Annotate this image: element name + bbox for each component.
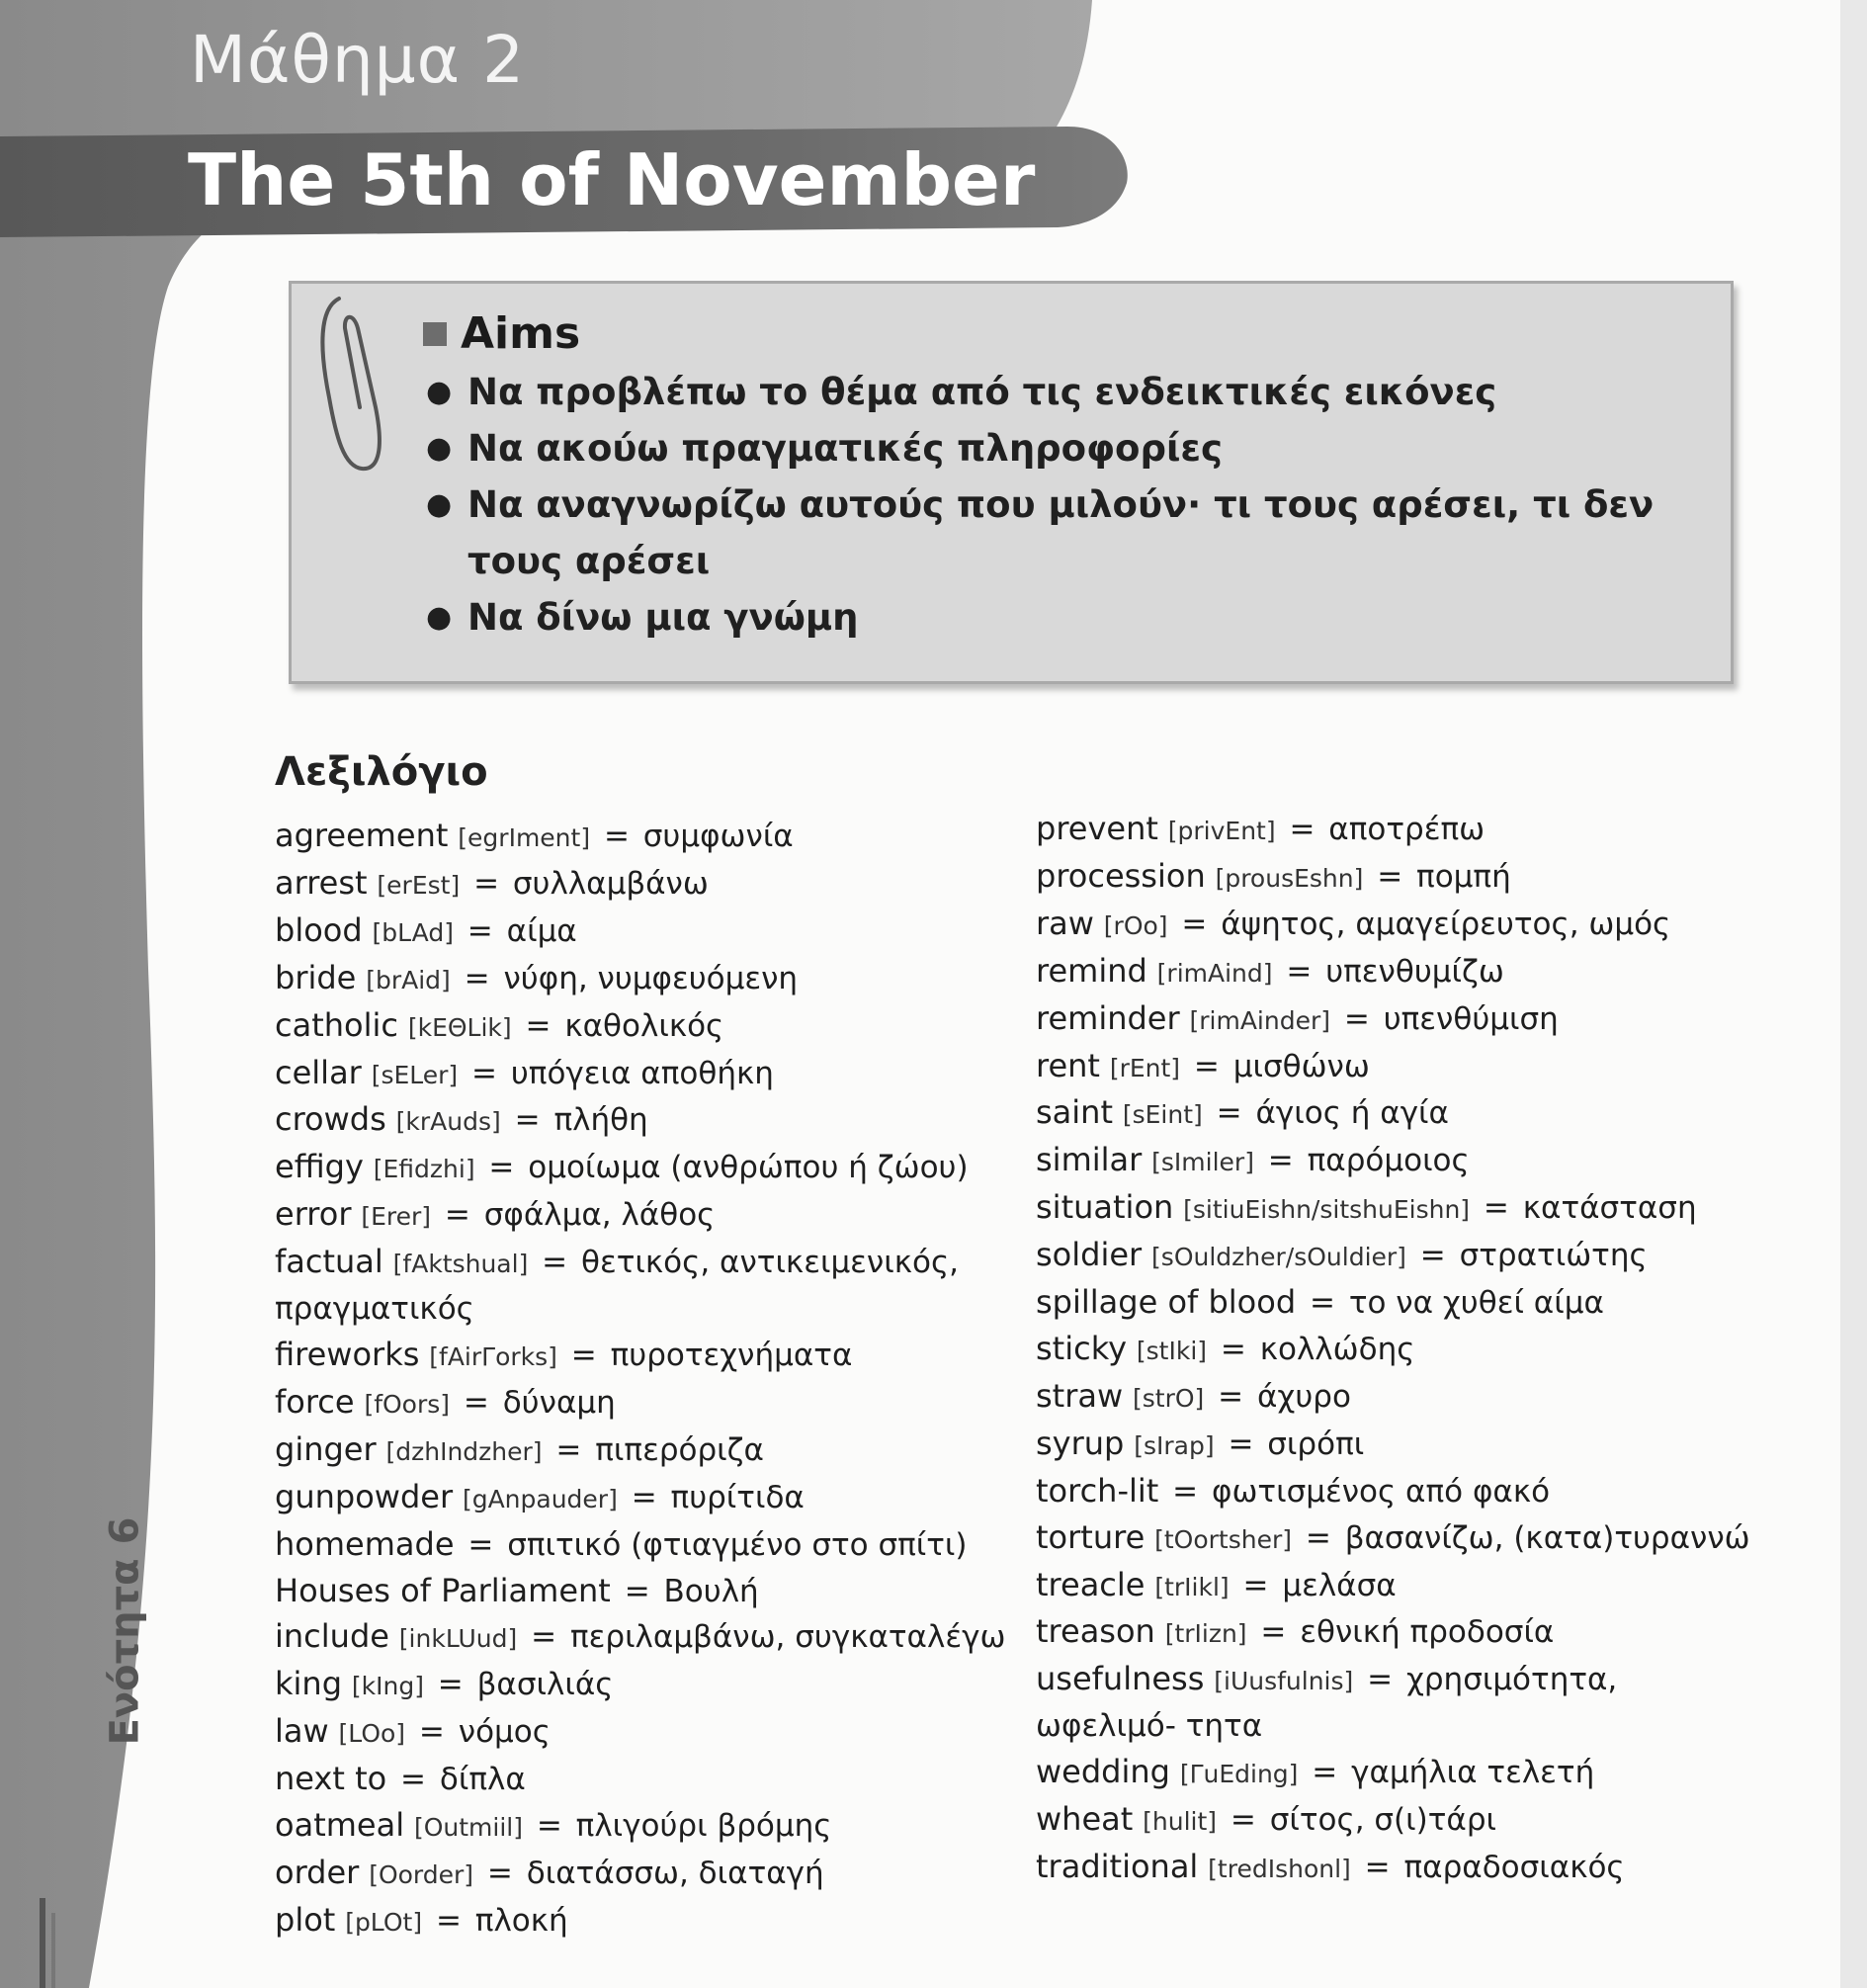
vocab-meaning: σίτος, σ(ι)τάρι [1269,1802,1496,1839]
vocab-word: straw [1036,1376,1124,1415]
vocab-meaning: πλήθη [553,1102,648,1139]
aim-text: Να δίνω μια γνώμη [467,596,859,639]
vocab-meaning: πιπερόριζα [595,1431,764,1468]
vocabulary-entry [1036,1750,1767,1797]
vocabulary-entry [1036,1374,1767,1422]
equals-sign: = [1367,858,1413,895]
aims-heading-text: Aims [461,308,581,359]
vocab-pronunciation: [trIizn] [1164,1619,1247,1649]
vocab-pronunciation: [erEst] [377,870,461,900]
vocab-word: factual [275,1243,383,1281]
vocab-meaning: στρατιώτης [1459,1238,1648,1274]
vocabulary-entry [1036,854,1767,902]
vocab-pronunciation: [privEnt] [1167,817,1276,845]
vocab-meaning: υπενθύμιση [1383,1000,1559,1037]
equals-sign: = [1171,906,1218,942]
vocabulary-entry [275,1709,1006,1757]
vocabulary-entry [275,861,1006,908]
vocab-pronunciation: [brAid] [366,965,451,994]
vocab-pronunciation: [Efidzhi] [373,1155,475,1184]
vocabulary-entry [275,1898,1006,1945]
vocab-word: order [275,1853,360,1891]
vocabulary-entry [1036,1845,1767,1892]
equals-sign: = [1162,1473,1209,1510]
vocabulary-entry [1036,1185,1767,1233]
equals-sign: = [521,1619,566,1656]
lesson-title: The 5th of November [188,138,1036,221]
aim-text: Να προβλέπω το θέμα από τις ενδεικτικές εικόνες [467,371,1497,413]
vocabulary-entry [1036,1044,1767,1091]
vocabulary-entry [275,1051,1006,1098]
equals-sign: = [526,1808,572,1845]
vocab-word: fireworks [275,1335,420,1373]
vocab-pronunciation: [sIrap] [1134,1430,1215,1460]
equals-sign: = [1279,812,1325,847]
vocab-meaning: αποτρέπω [1328,812,1485,847]
vocab-word: ginger [275,1429,377,1468]
aim-item [420,589,1705,646]
equals-sign: = [458,1526,504,1563]
vocabulary-entry [275,1662,1006,1709]
vocabulary-entry [275,1803,1006,1851]
vocab-pronunciation: [sOuldzher/sOuldier] [1151,1243,1406,1272]
vocabulary-entry [1036,1797,1767,1845]
vocab-meaning: βασιλιάς [476,1667,614,1703]
vocabulary-entry [1036,1609,1767,1657]
vocabulary-entry [275,956,1006,1003]
equals-sign: = [532,1245,578,1281]
equals-sign: = [1184,1048,1230,1084]
vocab-meaning: μισθώνω [1232,1048,1370,1084]
vocab-word: prevent [1036,810,1158,847]
equals-sign: = [478,1150,525,1186]
equals-sign: = [1218,1426,1264,1462]
vocab-meaning: παρόμοιος [1307,1143,1470,1179]
vocab-meaning: σπιτικό (φτιαγμένο στο σπίτι) [507,1526,968,1563]
equals-sign: = [427,1667,473,1703]
equals-sign: = [435,1197,480,1234]
vocab-meaning: καθολικός [564,1007,724,1044]
vocab-word: next to [275,1760,387,1798]
vocab-pronunciation: [iUusfulnis] [1214,1667,1354,1696]
vocab-pronunciation: [dzhIndzher] [385,1436,543,1466]
equals-sign: = [457,912,503,949]
vocab-pronunciation: [Oorder] [369,1859,474,1889]
vocab-pronunciation: [strO] [1133,1383,1205,1413]
vocabulary-list-left [275,814,1006,1945]
equals-sign: = [454,960,500,996]
vocab-word: error [275,1195,352,1234]
vocab-word: effigy [275,1148,364,1186]
vocab-word: situation [1036,1188,1174,1227]
bullet-icon: ● [426,600,453,635]
vocabulary-entry [275,1145,1006,1192]
vocab-meaning: άγιος ή αγία [1255,1095,1449,1132]
vocab-pronunciation: [rimAinder] [1189,1005,1331,1035]
vocabulary-entry [1036,1422,1767,1469]
equals-sign: = [409,1714,455,1751]
vocab-meaning: άχυρο [1257,1378,1351,1415]
vocab-word: torture [1036,1517,1146,1556]
vocab-meaning: υπενθυμίζω [1325,953,1504,990]
vocab-word: spillage of blood [1036,1283,1297,1322]
vocab-meaning: μελάσα [1282,1567,1397,1603]
equals-sign: = [454,1384,499,1421]
vocab-pronunciation: [tredIshonl] [1208,1854,1351,1883]
vocab-meaning: συλλαμβάνω [512,865,709,902]
vocab-pronunciation: [sitiuEishn/sitshuEishn] [1183,1195,1471,1225]
vocab-word: usefulness [1036,1660,1205,1698]
vocabulary-entry [275,1427,1006,1475]
vocabulary-entry [1036,1469,1767,1515]
vocab-meaning: αίμα [506,912,577,949]
aims-heading [423,308,580,359]
vocab-meaning: θετικός, αντικειμενικός, πραγματικός [275,1245,960,1328]
vocabulary-entry [275,1380,1006,1427]
vocab-word: crowds [275,1100,386,1139]
vocab-meaning: ομοίωμα (ανθρώπου ή ζώου) [528,1150,969,1186]
equals-sign: = [426,1902,471,1939]
vocab-word: wheat [1036,1800,1134,1839]
vocab-pronunciation: [tOortsher] [1154,1524,1293,1554]
vocab-pronunciation: [rimAind] [1156,958,1273,988]
vocab-meaning: δύναμη [502,1384,616,1421]
vocab-pronunciation: [Outmiil] [413,1813,523,1843]
equals-sign: = [1334,1000,1380,1037]
unit-side-tab [95,1513,154,1750]
vocab-meaning: δίπλα [439,1762,526,1798]
equals-sign: = [1208,1378,1253,1415]
aim-text: Να αναγνωρίζω αυτούς που μιλούν· τι τους αρέσει, τι δεν τους αρέσει [467,483,1655,582]
vocabulary-entry [275,1192,1006,1240]
vocab-meaning: γαμήλια τελετή [1351,1755,1595,1791]
equals-sign: = [614,1573,660,1609]
vocab-meaning: διατάσσω, διαταγή [526,1855,824,1891]
vocab-word: syrup [1036,1424,1125,1462]
vocabulary-entry [1036,1280,1767,1327]
equals-sign: = [1221,1802,1266,1839]
paperclip-icon [314,289,393,486]
vocabulary-entry [275,1333,1006,1380]
vocabulary-entry [275,1522,1006,1569]
aim-item [420,364,1705,420]
vocab-meaning: πλιγούρι βρόμης [575,1808,832,1845]
equals-sign: = [1409,1238,1456,1274]
vocab-word: force [275,1382,355,1421]
equals-sign: = [560,1337,607,1373]
vocab-word: reminder [1036,998,1180,1037]
vocab-pronunciation: [fAirΓorks] [429,1341,557,1371]
vocabulary-entry [1036,996,1767,1044]
vocab-pronunciation: [prousEshn] [1215,863,1364,893]
vocab-pronunciation: [kIng] [351,1672,424,1701]
vocabulary-entry [275,1851,1006,1898]
bullet-icon: ● [426,375,453,409]
vocab-word: law [275,1712,329,1751]
vocab-word: homemade [275,1524,455,1563]
equals-sign: = [462,1055,507,1091]
vocab-pronunciation: [rEnt] [1109,1053,1181,1082]
equals-sign: = [390,1762,436,1798]
vocab-word: rent [1036,1046,1100,1084]
vocab-word: treacle [1036,1565,1146,1603]
vocab-word: agreement [275,817,449,854]
vocabulary-entry [275,1003,1006,1051]
vocabulary-entry [1036,807,1767,854]
vocab-word: sticky [1036,1329,1128,1367]
vocab-meaning: το να χυθεί αίμα [1348,1285,1604,1322]
vocabulary-entry [275,908,1006,956]
equals-sign: = [1257,1143,1304,1179]
vocab-meaning: σφάλμα, λάθος [483,1197,716,1234]
bullet-icon: ● [426,487,453,522]
vocab-meaning: νύφη, νυμφευόμενη [503,960,799,996]
vocab-meaning: συμφωνία [642,819,794,854]
equals-sign: = [464,865,509,902]
vocab-word: procession [1036,856,1206,895]
vocabulary-entry [275,1569,1006,1615]
vocab-meaning: υπόγεια αποθήκη [510,1055,774,1091]
equals-sign: = [504,1102,551,1139]
equals-sign: = [1250,1614,1297,1651]
vocabulary-entry [275,1097,1006,1145]
vocab-meaning: εθνική προδοσία [1300,1614,1555,1651]
vocab-meaning: νόμος [458,1714,551,1751]
vocab-pronunciation: [gAnpauder] [462,1484,618,1513]
vocab-pronunciation: [sEint] [1122,1100,1203,1130]
vocab-pronunciation: [inkLUud] [398,1624,518,1654]
vocab-meaning: πομπή [1416,858,1511,895]
vocab-word: cellar [275,1053,362,1091]
vocab-word: torch-lit [1036,1471,1159,1510]
unit-side-tab-label: Ενότητα 6 [102,1516,148,1746]
vocab-word: king [275,1665,343,1703]
equals-sign: = [477,1855,523,1891]
vocab-word: similar [1036,1141,1143,1179]
equals-sign: = [1302,1755,1348,1791]
square-bullet-icon [423,322,447,346]
vocab-meaning: περιλαμβάνω, συγκαταλέγω [569,1619,1006,1656]
vocabulary-entry [1036,1657,1767,1750]
vocab-meaning: κατάσταση [1522,1190,1697,1227]
equals-sign: = [1300,1285,1345,1322]
equals-sign: = [515,1007,561,1044]
vocabulary-entry [1036,902,1767,949]
vocab-meaning: πλοκή [474,1902,568,1939]
equals-sign: = [546,1431,592,1468]
vocab-pronunciation: [LOo] [338,1719,406,1749]
vocab-meaning: χρησιμότητα, ωφελιμό- τητα [1036,1662,1618,1745]
vocab-pronunciation: [Erer] [361,1202,432,1232]
vocab-pronunciation: [hulit] [1143,1807,1218,1837]
vocab-word: arrest [275,863,368,902]
equals-sign: = [1211,1331,1256,1367]
vocab-word: plot [275,1900,336,1939]
vocab-pronunciation: [sELer] [371,1060,459,1089]
vocabulary-entry [275,1240,1006,1333]
vocab-word: bride [275,958,357,996]
vocabulary-entry [275,814,1006,861]
vocab-word: treason [1036,1612,1155,1651]
vocab-pronunciation: [fAktshual] [392,1250,529,1279]
vocabulary-entry [1036,949,1767,996]
vocab-meaning: πυρίτιδα [670,1479,805,1515]
vocabulary-entry [1036,1138,1767,1185]
aim-item [420,420,1705,476]
vocab-pronunciation: [fOors] [364,1389,451,1419]
vocab-pronunciation: [sImiler] [1151,1148,1254,1177]
vocab-pronunciation: [stIki] [1136,1336,1208,1365]
vocab-pronunciation: [ΓuEding] [1179,1760,1299,1789]
equals-sign: = [621,1479,667,1515]
equals-sign: = [1276,953,1322,990]
vocab-pronunciation: [krAuds] [395,1107,501,1137]
equals-sign: = [1206,1095,1252,1132]
equals-sign: = [1232,1567,1279,1603]
vocab-word: saint [1036,1093,1113,1132]
vocab-meaning: βασανίζω, (κατα)τυραννώ [1344,1519,1750,1556]
lesson-label: Μάθημα 2 [190,22,526,98]
vocabulary-entry [1036,1090,1767,1138]
vocab-word: remind [1036,951,1147,990]
vocab-meaning: κολλώδης [1259,1331,1415,1367]
aims-list [420,364,1705,646]
vocabulary-entry [275,1757,1006,1803]
vocabulary-entry [1036,1563,1767,1610]
vocabulary-entry [1036,1233,1767,1280]
equals-sign: = [1296,1519,1341,1556]
bullet-icon: ● [426,431,453,466]
vocabulary-heading: Λεξιλόγιο [275,749,488,795]
vocab-word: raw [1036,904,1094,942]
vocab-pronunciation: [pLOt] [345,1907,423,1937]
vocab-meaning: πυροτεχνήματα [610,1337,853,1373]
vocab-pronunciation: [trIikl] [1154,1572,1230,1601]
aim-item [420,476,1705,589]
vocab-meaning: σιρόπι [1267,1426,1365,1462]
vocab-word: Houses of Parliament [275,1571,611,1609]
vocabulary-entry [275,1614,1006,1662]
vocabulary-entry [275,1475,1006,1522]
vocabulary-list-right [1036,807,1767,1892]
vocab-meaning: Βουλή [663,1573,759,1609]
vocab-pronunciation: [bLAd] [372,917,454,947]
vocab-pronunciation: [kEΘLik] [407,1012,512,1042]
vocab-pronunciation: [rOo] [1103,910,1168,940]
equals-sign: = [1354,1849,1400,1885]
vocab-word: catholic [275,1005,398,1044]
vocab-word: wedding [1036,1753,1170,1791]
vocab-word: oatmeal [275,1806,405,1845]
vocab-pronunciation: [egrIment] [458,823,591,852]
vocabulary-entry [1036,1327,1767,1374]
vocabulary-entry [1036,1515,1767,1563]
vocab-meaning: άψητος, αμαγείρευτος, ωμός [1221,906,1671,942]
aim-text: Να ακούω πραγματικές πληροφορίες [467,427,1223,470]
vocab-word: traditional [1036,1847,1199,1885]
vocab-word: soldier [1036,1236,1143,1274]
vocab-meaning: παραδοσιακός [1403,1849,1625,1885]
vocab-word: blood [275,910,363,949]
vocab-word: gunpowder [275,1477,454,1515]
vocab-word: include [275,1617,389,1656]
equals-sign: = [1357,1662,1402,1698]
vocab-meaning: φωτισμένος από φακό [1212,1473,1551,1510]
equals-sign: = [1474,1190,1519,1227]
equals-sign: = [594,819,639,854]
